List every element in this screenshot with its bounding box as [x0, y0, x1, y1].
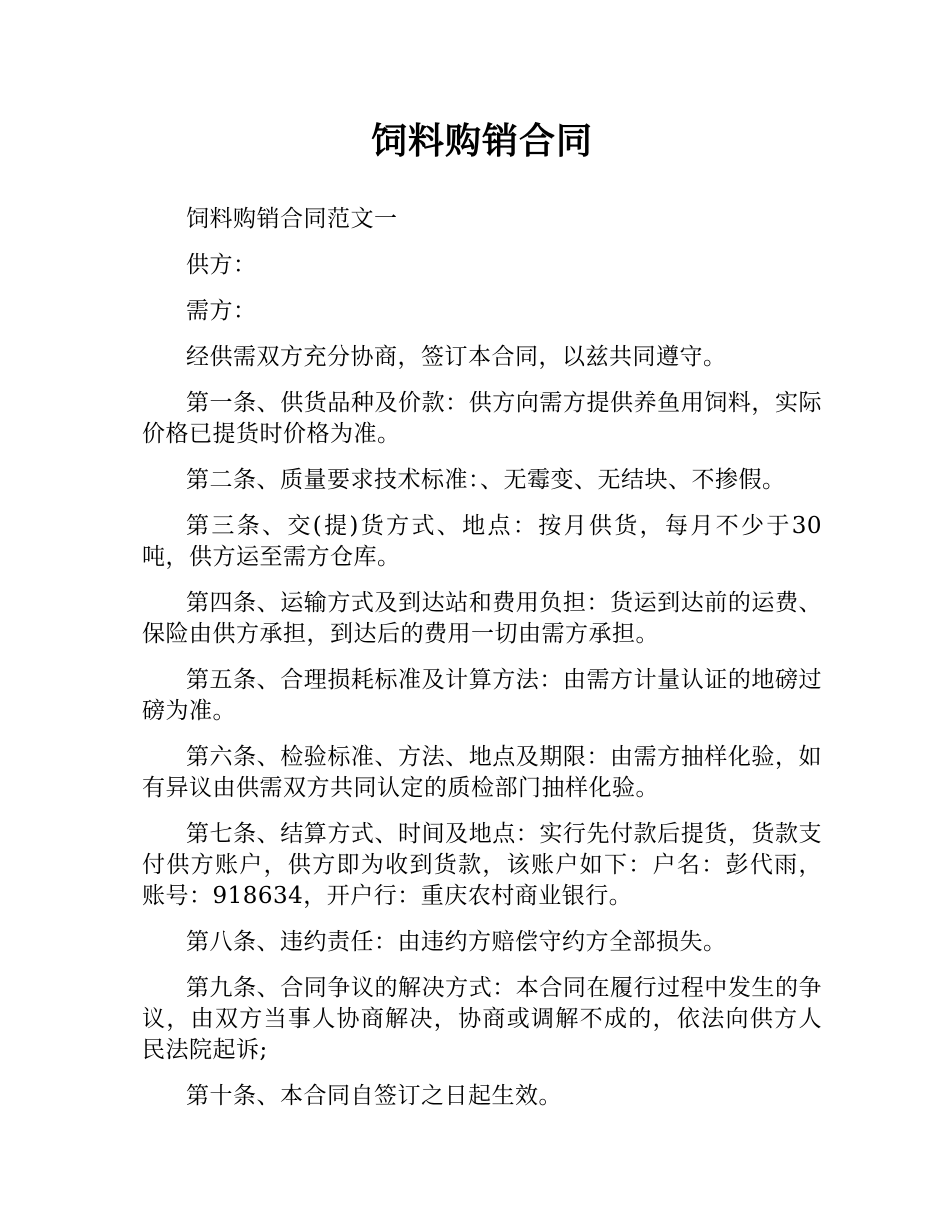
paragraph-article-1: 第一条、供货品种及价款：供方向需方提供养鱼用饲料，实际价格已提货时价格为准。 — [142, 390, 822, 447]
paragraph-article-2: 第二条、质量要求技术标准：、无霉变、无结块、不掺假。 — [186, 467, 786, 493]
paragraph-buyer: 需方： — [186, 298, 257, 324]
paragraph-supplier: 供方： — [186, 252, 257, 278]
paragraph-article-5: 第五条、合理损耗标准及计算方法：由需方计量认证的地磅过磅为准。 — [142, 667, 822, 724]
paragraph-intro: 经供需双方充分协商，签订本合同，以兹共同遵守。 — [186, 344, 727, 370]
paragraph-article-10: 第十条、本合同自签订之日起生效。 — [186, 1083, 562, 1109]
paragraph-article-8: 第八条、违约责任：由违约方赔偿守约方全部损失。 — [186, 929, 727, 955]
paragraph-article-7: 第七条、结算方式、时间及地点：实行先付款后提货，货款支付供方账户，供方即为收到货款，该账户如下：户名：彭代雨，账号：918634，开户行：重庆农村商业银行。 — [142, 821, 822, 909]
paragraph-article-9: 第九条、合同争议的解决方式：本合同在履行过程中发生的争议，由双方当事人协商解决，协商或调解不成的，依法向供方人民法院起诉; — [142, 975, 822, 1063]
document-title: 饲料购销合同 — [370, 121, 593, 162]
paragraph-article-4: 第四条、运输方式及到达站和费用负担：货运到达前的运费、保险由供方承担，到达后的费用一切由需方承担。 — [142, 590, 822, 647]
paragraph-article-3: 第三条、交(提)货方式、地点：按月供货，每月不少于30吨，供方运至需方仓库。 — [142, 513, 822, 570]
paragraph-heading-sample: 饲料购销合同范文一 — [186, 206, 398, 232]
paragraph-article-6: 第六条、检验标准、方法、地点及期限：由需方抽样化验，如有异议由供需双方共同认定的质检部门抽样化验。 — [142, 744, 822, 801]
